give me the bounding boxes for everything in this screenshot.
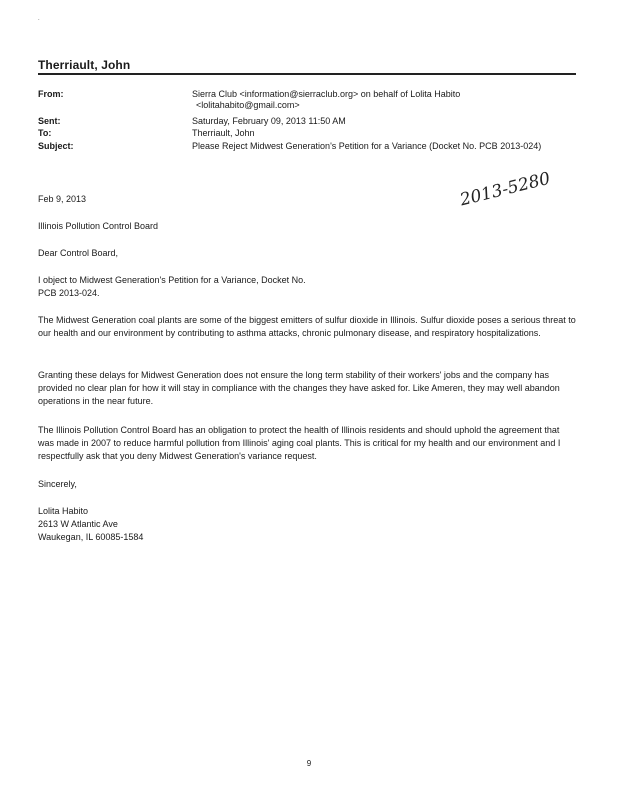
- handwritten-docket-mark: 2013-5280: [458, 168, 553, 211]
- signature-name: Lolita Habito: [38, 506, 89, 516]
- paragraph-1-line-1: I object to Midwest Generation's Petition for a Variance, Docket No.: [38, 275, 306, 285]
- recipient-name-header: Therriault, John: [38, 58, 131, 72]
- paragraph-2: The Midwest Generation coal plants are some of the biggest emitters of sulfur dioxide in Illinois. Sulfur dioxide poses a serious threat to our health and our environment by contributing to asthma attacks, chronic pulmonary disease, and respiratory hospitalizations.: [38, 315, 579, 338]
- sent-label: Sent:: [38, 116, 61, 126]
- from-value-line1: Sierra Club <information@sierraclub.org> on behalf of Lolita Habito: [192, 89, 461, 99]
- signature-address-line-2: Waukegan, IL 60085-1584: [38, 532, 144, 542]
- subject-value: Please Reject Midwest Generation's Petition for a Variance (Docket No. PCB 2013-024): [192, 141, 542, 151]
- from-value-line2: <lolitahabito@gmail.com>: [196, 100, 300, 110]
- letter-recipient: Illinois Pollution Control Board: [38, 221, 159, 231]
- corner-mark: .: [38, 16, 40, 22]
- to-label: To:: [38, 128, 52, 138]
- paragraph-4: The Illinois Pollution Control Board has an obligation to protect the health of Illinois residents and should uphold the agreement that was made in 2007 to reduce harmful pollution from Illinois' aging coal plants. This is critical for my health and our environment and I respectfully ask that you deny Midwest Generation's variance request.: [38, 425, 563, 461]
- to-value: Therriault, John: [192, 128, 255, 138]
- page-number: 9: [306, 759, 312, 768]
- sent-value: Saturday, February 09, 2013 11:50 AM: [192, 116, 346, 126]
- letter-closing: Sincerely,: [38, 479, 77, 489]
- paragraph-1-line-2: PCB 2013-024.: [38, 288, 100, 298]
- paragraph-3: Granting these delays for Midwest Generation does not ensure the long term stability of their workers' jobs and the company has provided no clear plan for how it will stay in compliance with the changes they have asked for. Like Ameren, they may well abandon operations in the near future.: [38, 370, 563, 406]
- subject-label: Subject:: [38, 141, 74, 151]
- from-label: From:: [38, 89, 64, 99]
- letter-salutation: Dear Control Board,: [38, 248, 119, 258]
- signature-address-line-1: 2613 W Atlantic Ave: [38, 519, 118, 529]
- letter-date: Feb 9, 2013: [38, 194, 87, 204]
- header-rule: [38, 73, 576, 75]
